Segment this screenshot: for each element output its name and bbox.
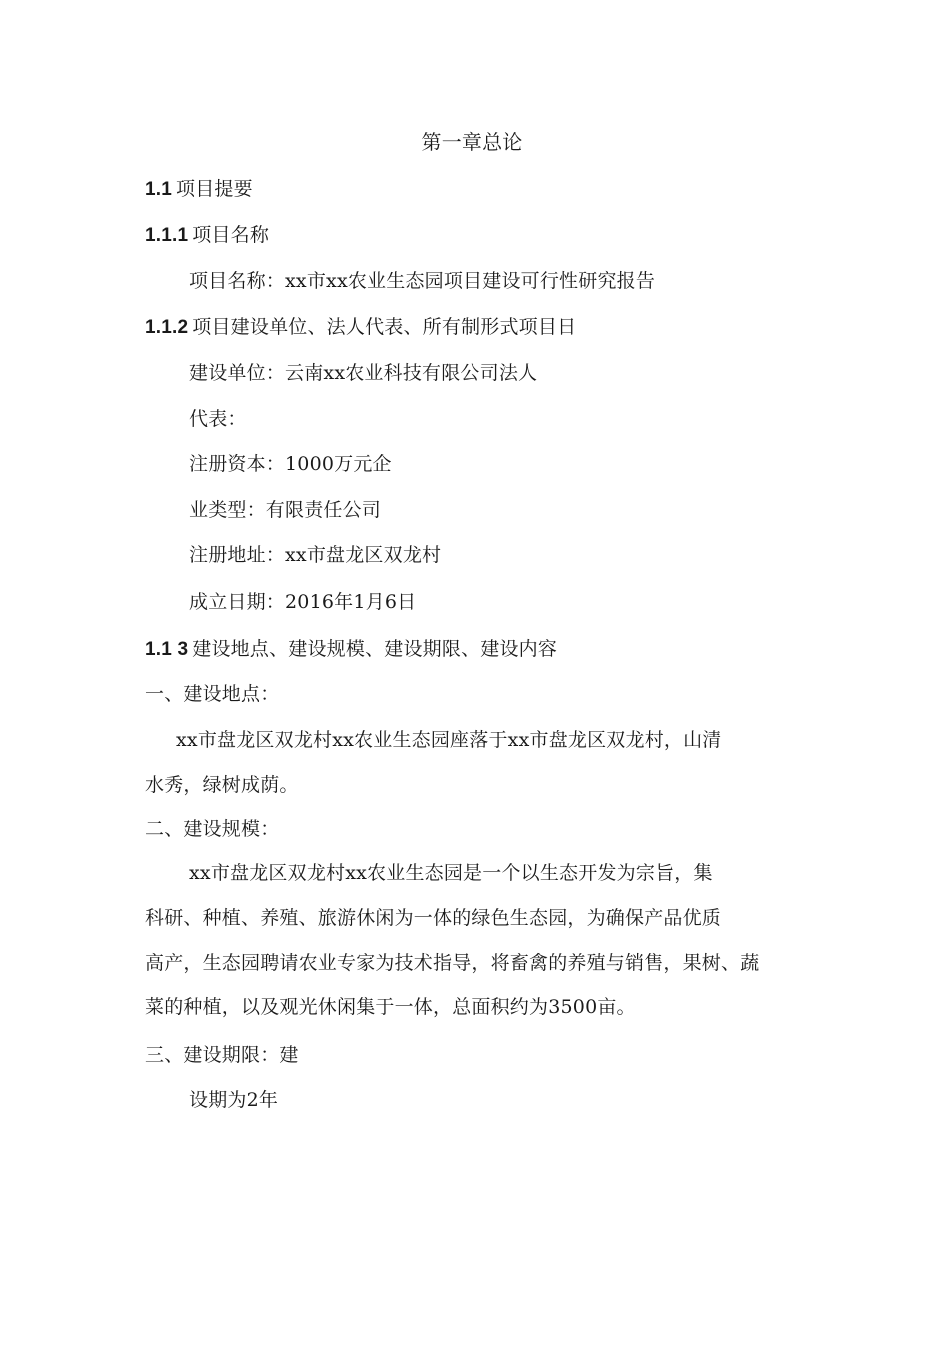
period-heading: 三、建设期限：建 bbox=[145, 1044, 299, 1066]
construction-unit-line: 建设单位：云南xx农业科技有限公司法人 bbox=[189, 362, 538, 384]
section-number: 1.1.2 bbox=[145, 317, 189, 338]
section-text: 项目建设单位、法人代表、所有制形式项目日 bbox=[192, 316, 577, 338]
section-1-1-heading bbox=[145, 177, 253, 202]
representative-line: 代表： bbox=[189, 408, 247, 430]
company-type-line: 业类型：有限责任公司 bbox=[189, 499, 382, 521]
section-number: 1.1.1 bbox=[145, 225, 189, 246]
section-number: 1.1 bbox=[145, 179, 173, 200]
section-text: 项目名称 bbox=[192, 224, 270, 246]
project-name-line: 项目名称：xx市xx农业生态园项目建设可行性研究报告 bbox=[189, 270, 656, 292]
section-text: 项目提要 bbox=[176, 178, 253, 200]
registered-address-line: 注册地址：xx市盘龙区双龙村 bbox=[189, 544, 442, 566]
scale-paragraph-line: xx市盘龙区双龙村xx农业生态园是一个以生态开发为宗旨，集 bbox=[189, 862, 713, 884]
section-text: 建设地点、建设规模、建设期限、建设内容 bbox=[192, 638, 558, 660]
scale-heading: 二、建设规模： bbox=[145, 818, 280, 840]
section-1-1-1-heading bbox=[145, 223, 269, 248]
section-1-1-2-heading bbox=[145, 315, 576, 340]
established-date-line: 成立日期：2016年1月6日 bbox=[189, 591, 417, 613]
period-paragraph-line: 设期为2年 bbox=[189, 1089, 279, 1111]
scale-paragraph-line: 科研、种植、养殖、旅游休闲为一体的绿色生态园，为确保产品优质 bbox=[145, 907, 722, 929]
section-1-1-3-heading bbox=[145, 637, 557, 662]
registered-capital-line: 注册资本：1000万元企 bbox=[189, 453, 392, 475]
location-heading: 一、建设地点： bbox=[145, 683, 280, 705]
scale-paragraph-line: 高产，生态园聘请农业专家为技术指导，将畜禽的养殖与销售，果树、蔬 bbox=[145, 952, 760, 974]
section-number: 1.1 3 bbox=[145, 639, 189, 660]
chapter-title: 第一章总论 bbox=[421, 130, 523, 154]
location-paragraph-line: xx市盘龙区双龙村xx农业生态园座落于xx市盘龙区双龙村，山清 bbox=[176, 729, 722, 751]
location-paragraph-line: 水秀，绿树成荫。 bbox=[145, 774, 299, 796]
scale-paragraph-line: 菜的种植，以及观光休闲集于一体，总面积约为3500亩。 bbox=[145, 996, 636, 1018]
